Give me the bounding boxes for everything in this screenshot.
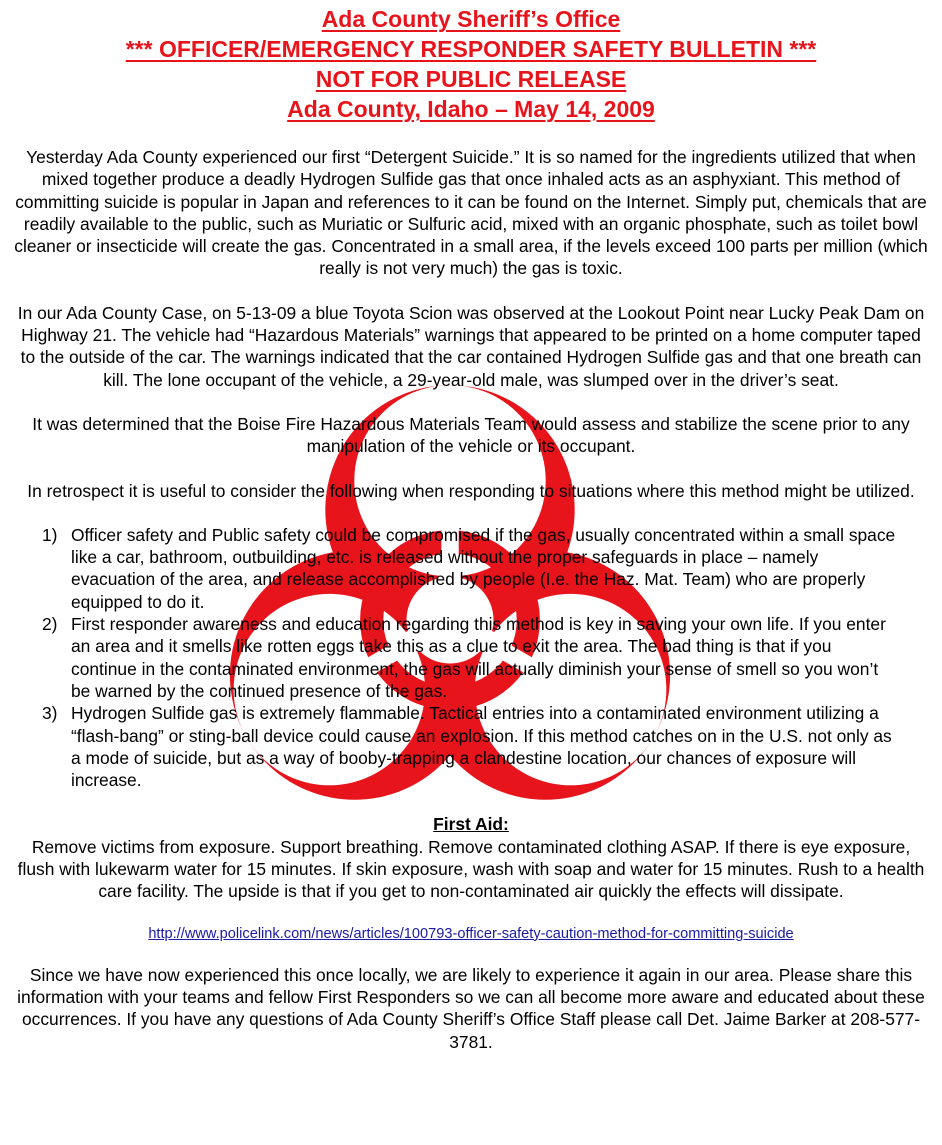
reference-link-row xyxy=(0,924,942,944)
case-paragraph: In our Ada County Case, on 5-13-09 a blue Toyota Scion was observed at the Lookout Point near Lucky Peak Dam on Highway 21. The vehicle had “Hazardous Materials” warnings that appeared to be printed on a home computer taped to the outside of the car. The warnings indicated that the car contained Hydrogen Sulfide gas and that one breath can kill. The lone occupant of the vehicle, a 29-year-old male, was slumped over in the driver’s seat. xyxy=(17,302,925,390)
location-date: Ada County, Idaho – May 14, 2009 xyxy=(287,96,655,122)
list-item xyxy=(40,613,902,702)
list-number: 2) xyxy=(42,614,58,635)
first-aid-heading: First Aid: xyxy=(433,814,509,835)
list-number: 3) xyxy=(42,703,58,724)
retrospect-paragraph: In retrospect it is useful to consider the following when responding to situations where this method might be utilized. xyxy=(27,480,915,501)
list-text: Officer safety and Public safety could be compromised if the gas, usually concentrated within a small space like a car, bathroom, outbuilding, etc. is released without the proper safeguards in place – namely evacuation of the area, and release accomplished by people (I.e. the Haz. Mat. Team) who are properly equipped to do it. xyxy=(71,524,896,612)
list-number: 1) xyxy=(42,524,58,545)
agency-title: Ada County Sheriff’s Office xyxy=(321,6,621,32)
release-notice: NOT FOR PUBLIC RELEASE xyxy=(315,66,627,92)
considerations-list xyxy=(40,524,902,792)
reference-link[interactable]: http://www.policelink.com/news/articles/100793-officer-safety-caution-method-for-committing-suicide xyxy=(148,925,794,942)
list-text: Hydrogen Sulfide gas is extremely flammable. Tactical entries into a contaminated environment utilizing a “flash-bang” or sting-ball device could cause an explosion. If this method catches on in the U.S. not only as a mode of suicide, but as a way of booby-trapping a clandestine location, our chances of exposure will increase. xyxy=(71,703,892,791)
fire-team-paragraph: It was determined that the Boise Fire Hazardous Materials Team would assess and stabilize the scene prior to any manipulation of the vehicle or its occupant. xyxy=(32,413,910,457)
list-item xyxy=(40,524,902,613)
closing-paragraph: Since we have now experienced this once locally, we are likely to experience it again in our area. Please share this information with your teams and fellow First Responders so we can all become more aware and educated about these occurrences. If you have any questions of Ada County Sheriff’s Office Staff please call Det. Jaime Barker at 208-577-3781. xyxy=(17,964,925,1052)
first-aid-text: Remove victims from exposure. Support breathing. Remove contaminated clothing ASAP. If there is eye exposure, flush with lukewarm water for 15 minutes. If skin exposure, wash with soap and water for 15 minutes. Rush to a health care facility. The upside is that if you get to non-contaminated air quickly the effects will dissipate. xyxy=(17,836,925,902)
bulletin-title: *** OFFICER/EMERGENCY RESPONDER SAFETY BULLETIN *** xyxy=(125,36,817,62)
list-item xyxy=(40,702,902,791)
list-text: First responder awareness and education regarding this method is key in saving your own life. If you enter an area and it smells like rotten eggs take this as a clue to exit the area. The bad thing is that if you continue in the contaminated environment, the gas will actually diminish your sense of smell so you won’t be warned by the continued presence of the gas. xyxy=(71,614,886,701)
intro-paragraph: Yesterday Ada County experienced our first “Detergent Suicide.” It is so named for the ingredients utilized that when mixed together produce a deadly Hydrogen Sulfide gas that once inhaled acts as an asphyxiant. This method of committing suicide is popular in Japan and references to it can be found on the Internet. Simply put, chemicals that are readily available to the public, such as Muriatic or Sulfuric acid, mixed with an organic phosphate, such as toilet bowl cleaner or insecticide will create the gas. Concentrated in a small area, if the levels exceed 100 parts per million (which really is not very much) the gas is toxic. xyxy=(14,147,928,279)
bulletin-header xyxy=(0,4,942,124)
